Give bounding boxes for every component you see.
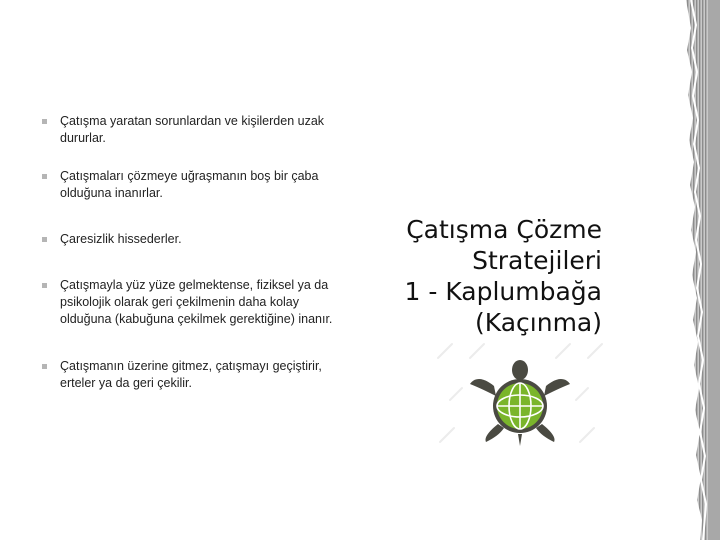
bullet-text: Çatışmaları çözmeye uğraşmanın boş bir çaba olduğuna inanırlar. <box>60 169 319 200</box>
bullet-square-icon <box>42 283 47 288</box>
title-line: Stratejileri <box>472 245 602 275</box>
bullet-list <box>40 108 340 392</box>
bullet-square-icon <box>42 237 47 242</box>
list-item <box>40 231 340 248</box>
slide-title <box>342 214 602 338</box>
title-line: (Kaçınma) <box>475 307 602 337</box>
turtle-icon <box>430 330 610 460</box>
title-line: 1 - Kaplumbağa <box>404 276 602 306</box>
list-item <box>40 277 340 328</box>
bullet-text: Çatışma yaratan sorunlardan ve kişilerden uzak dururlar. <box>60 114 325 145</box>
torn-edge-decoration <box>678 0 720 540</box>
list-item <box>40 113 340 147</box>
bullet-text: Çatışmayla yüz yüze gelmektense, fiziksel ya da psikolojik olarak geri çekilmenin daha kolay olduğuna (kabuğuna çekilmek gerektiğine) inanır. <box>60 278 333 326</box>
bullet-text: Çatışmanın üzerine gitmez, çatışmayı geçiştirir, erteler ya da geri çekilir. <box>60 359 322 390</box>
bullet-text: Çaresizlik hissederler. <box>60 232 182 246</box>
bullet-square-icon <box>42 119 47 124</box>
list-item <box>40 168 340 202</box>
title-line: Çatışma Çözme <box>406 214 602 244</box>
bullet-square-icon <box>42 364 47 369</box>
bullet-square-icon <box>42 174 47 179</box>
list-item <box>40 358 340 392</box>
